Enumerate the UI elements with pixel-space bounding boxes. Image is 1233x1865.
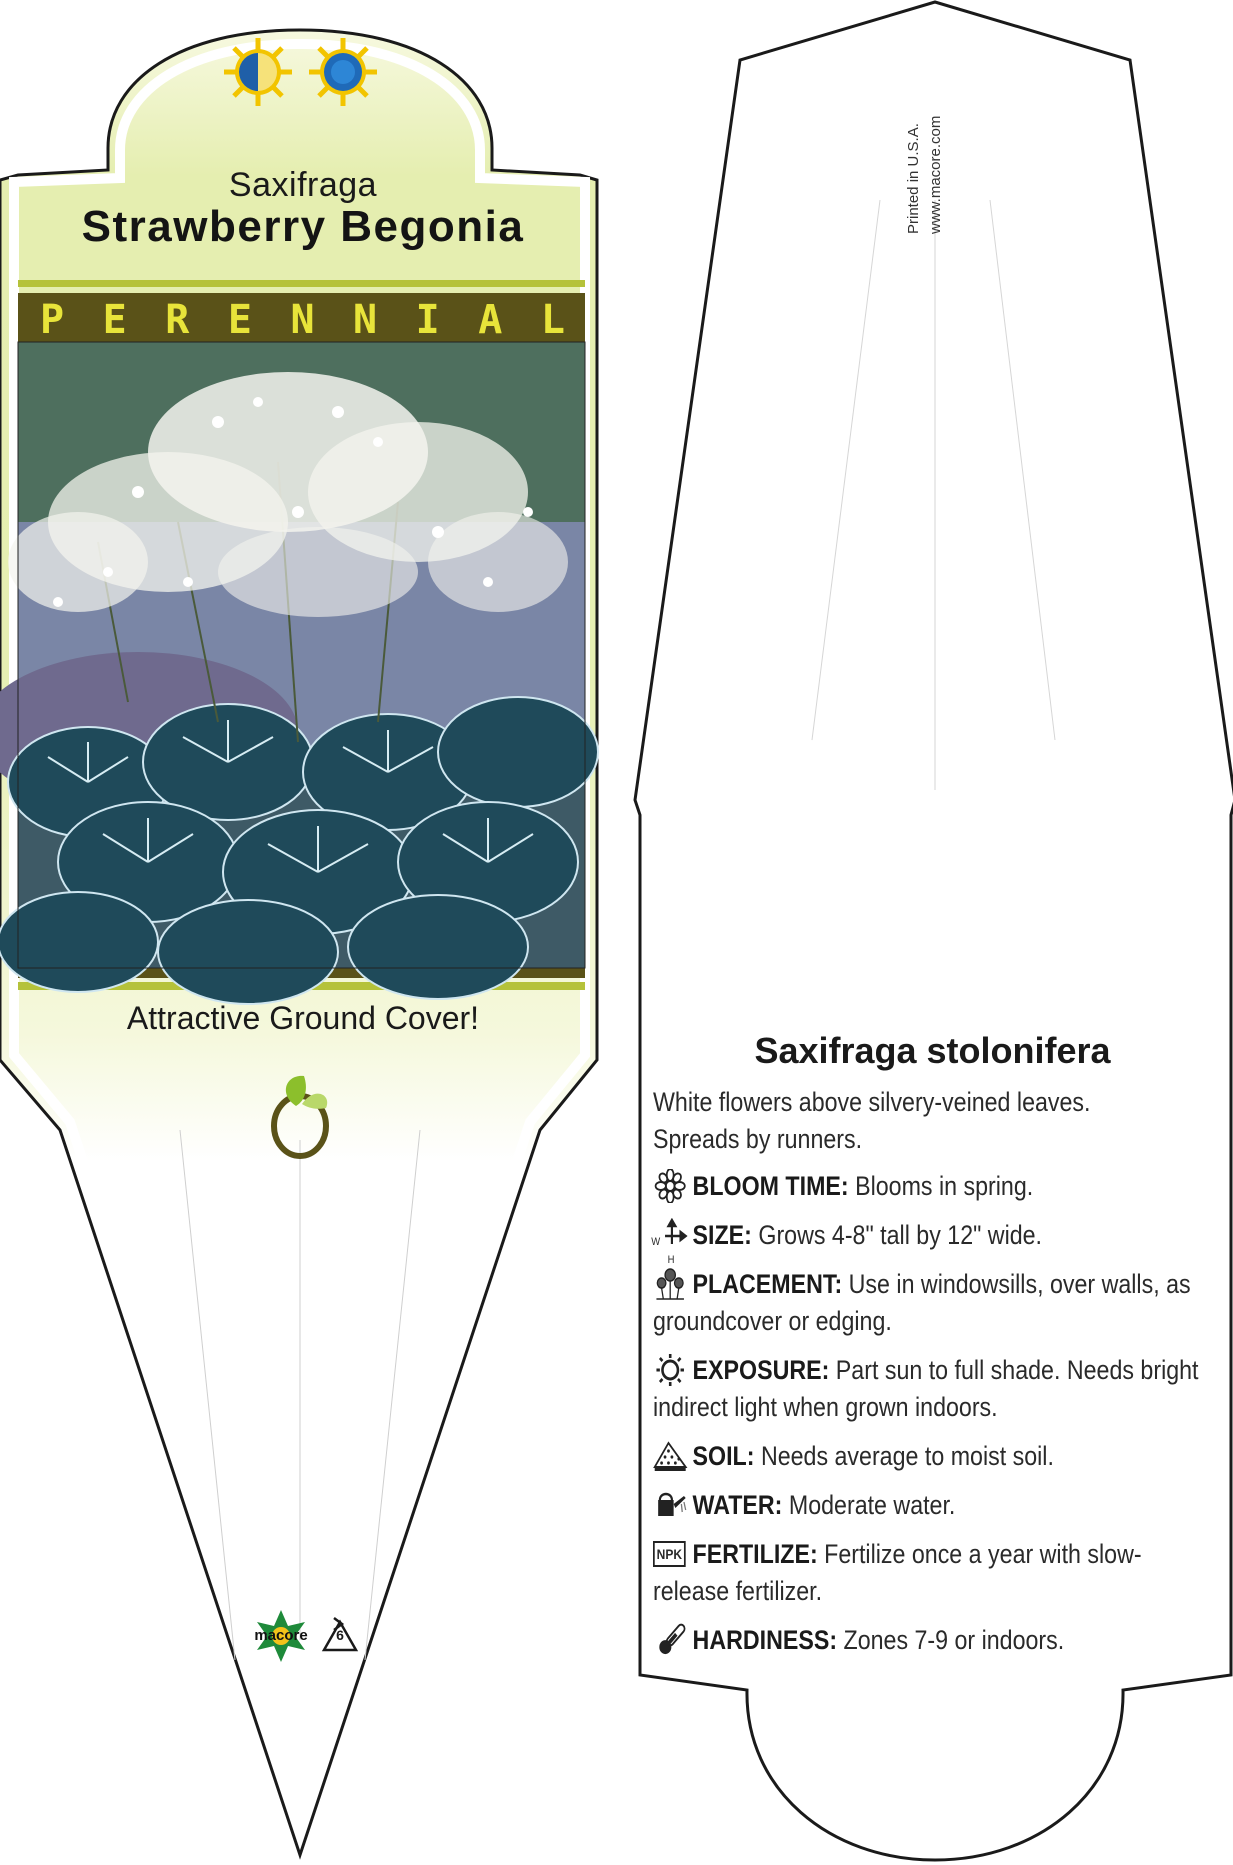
recycle-code [322,1617,358,1653]
thermometer-icon [653,1623,687,1657]
flower-icon [653,1169,687,1203]
npk-label: NPK [653,1541,686,1567]
category-letter: P [40,297,65,343]
category-band [20,298,585,342]
care-label: HARDINESS: [692,1625,838,1655]
care-label: EXPOSURE: [692,1355,830,1385]
care-item-bloom-time [645,1168,1225,1205]
full-sun-icon [309,38,377,106]
common-name: Strawberry Begonia [81,202,525,251]
care-label: BLOOM TIME: [692,1171,849,1201]
size-wh-icon [651,1218,687,1266]
care-text: Moderate water. [788,1490,956,1520]
care-item-placement [645,1266,1225,1340]
care-text: Grows 4-8" tall by 12" wide. [758,1220,1043,1250]
care-text: Part sun to full shade. Needs bright indirect light when grown indoors. [653,1355,1199,1422]
care-text: Needs average to moist soil. [760,1441,1054,1471]
care-label: FERTILIZE: [692,1539,818,1569]
care-label: SOIL: [692,1441,755,1471]
plant-group-icon [653,1267,687,1301]
website: www.macore.com [927,115,944,234]
care-item-fertilize [645,1536,1225,1610]
category-letter: A [478,297,503,343]
category-letter: I [415,297,440,343]
macore-logo [246,1605,316,1661]
care-label: SIZE: [692,1220,752,1250]
botanical-name: Saxifraga stolonifera [754,1030,1111,1071]
care-item-soil [645,1438,1225,1475]
sun-outline-icon [653,1353,687,1387]
category-letter: R [165,297,190,343]
category-letter: E [102,297,127,343]
care-text: Blooms in spring. [855,1171,1034,1201]
category-letter: E [227,297,252,343]
care-text: Zones 7-9 or indoors. [843,1625,1065,1655]
size-h: H [667,1254,675,1266]
category-letter: L [540,297,565,343]
care-item-water [645,1487,1225,1524]
care-text: Use in windowsills, over walls, as groundcover or edging. [653,1269,1191,1336]
printer-credit [905,94,1045,234]
soil-pile-icon [653,1439,687,1473]
care-list [645,1168,1225,1659]
size-w: W [651,1236,661,1248]
printed-in: Printed in U.S.A. [905,123,922,234]
recycle-number: 6 [336,1627,344,1643]
brand-name: macore [254,1627,308,1644]
category-letter: N [290,297,315,343]
care-item-exposure [645,1352,1225,1426]
care-item-hardiness [645,1622,1225,1659]
care-label: WATER: [692,1490,783,1520]
care-item-size [645,1217,1225,1266]
care-label: PLACEMENT: [692,1269,843,1299]
category-letter: N [353,297,378,343]
tagline: Attractive Ground Cover! [126,1000,480,1036]
species-name: Saxifraga [228,166,378,204]
description: White flowers above silvery-veined leaves. Spreads by runners. [653,1087,1091,1154]
care-panel [645,1030,1225,1671]
watering-can-icon [653,1488,687,1522]
care-text: Fertilize once a year with slow-release fertilizer. [653,1539,1142,1606]
part-sun-icon [224,38,292,106]
npk-icon [653,1537,687,1571]
plant-photo [0,342,598,1004]
